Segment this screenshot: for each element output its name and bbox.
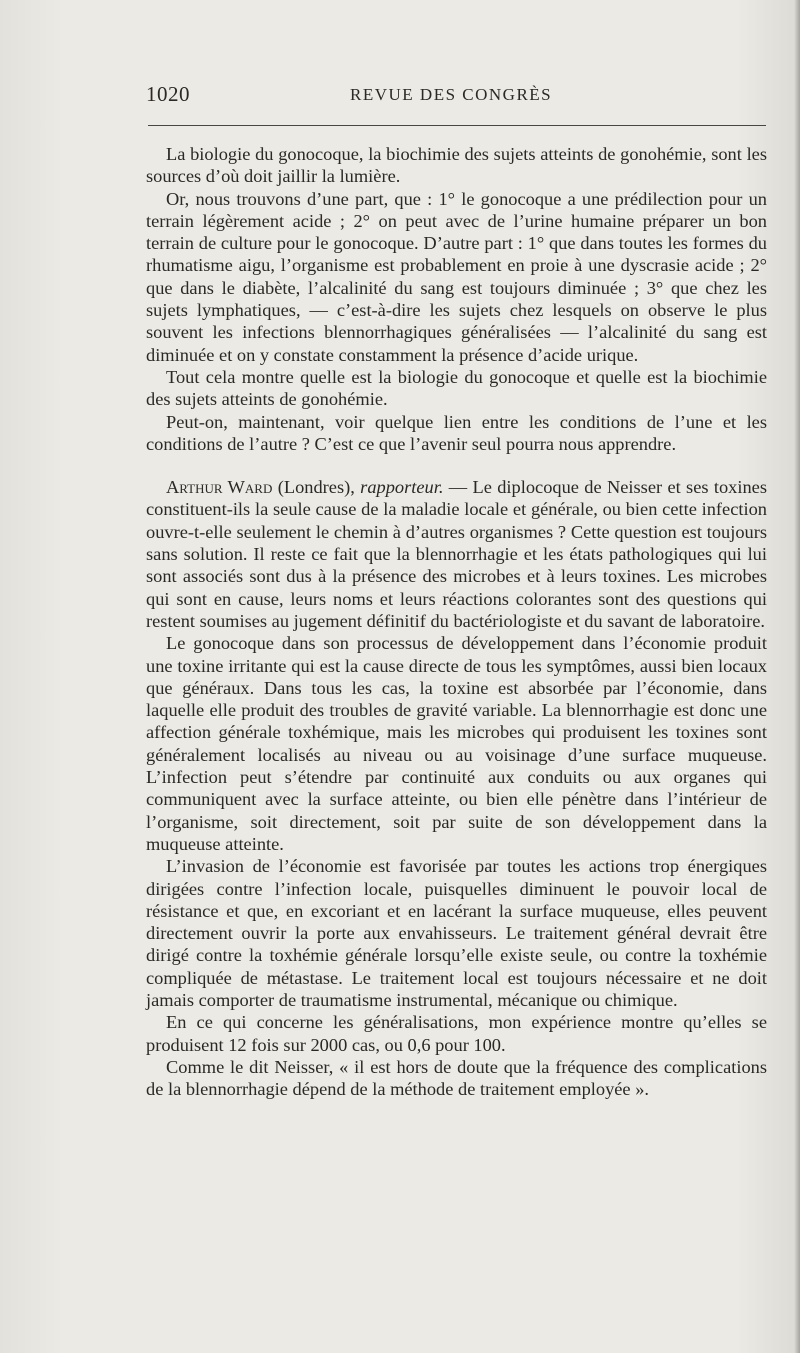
report-paragraph: [146, 476, 767, 632]
paragraph: Comme le dit Neisser, « il est hors de doute que la fréquence des complications de la blennorrhagie dépend de la méthode de traitement employée ».: [146, 1056, 767, 1100]
page-edge-shadow: [794, 0, 800, 1353]
speaker-name: Arthur Ward: [166, 477, 273, 498]
speaker-role: rapporteur.: [360, 477, 444, 498]
paragraph: Peut-on, maintenant, voir quelque lien entre les conditions de l’une et les conditions de l’autre ? C’est ce que l’avenir seul pourra nous apprendre.: [146, 411, 767, 454]
header-rule: [148, 125, 766, 126]
paragraph: Or, nous trouvons d’une part, que : 1° le gonocoque a une prédilection pour un terrain légèrement acide ; 2° on peut avec de l’urine humaine préparer un bon terrain de culture pour le gonocoque. D’autre part : 1° que dans toutes les formes du rhumatisme aigu, l’organisme est probablement en proie à une dyscrasie acide ; 2° que dans le diabète, l’alcalinité du sang est toujours diminuée ; 3° que chez les sujets lymphatiques, — c’est-à-dire les sujets chez lesquels on observe le plus souvent les infections blennorrhagiques généralisées — l’alcalinité du sang est diminuée et on y constate constamment la présence d’acide urique.: [146, 188, 767, 365]
paragraph: En ce qui concerne les généralisations, mon expérience montre qu’elles se produisent 12 fois sur 2000 cas, ou 0,6 pour 100.: [146, 1012, 767, 1055]
report-text: — Le diplocoque de Neisser et ses toxines constituent-ils la seule cause de la maladie locale et générale, ou bien cette infection ouvre-t-elle seulement le chemin à d’autres organismes ? Cette question est toujours sans solution. Il reste ce fait que la blennorrhagie et les états pathologiques qui lui sont associés sont dus à la présence des microbes et à leurs toxines. Les microbes qui sont en cause, leurs noms et leurs réactions colorantes sont des questions qui restent soumises au jugement définitif du bactériologiste et du savant de laboratoire.: [146, 477, 767, 631]
paragraph: Le gonocoque dans son processus de développement dans l’économie produit une toxine irritante qui est la cause directe de tous les symptômes, aussi bien locaux que généraux. Dans tous les cas, la toxine est absorbée par l’économie, dans laquelle elle produit des troubles de gravité variable. La blennorrhagie est donc une affection générale toxhémique, mais les microbes qui produisent les toxines sont généralement localisés au niveau ou au voisinage d’une surface muqueuse. L’infection peut s’étendre par continuité aux conduits ou aux organes qui communiquent avec la surface atteinte, ou bien elle pénètre dans l’intérieur de l’organisme, soit directement, soit par suite de son développement dans la muqueuse atteinte.: [146, 633, 767, 854]
paragraph: L’invasion de l’économie est favorisée par toutes les actions trop énergiques dirigées contre l’infection locale, puisquelles diminuent le pouvoir local de résistance et que, en excoriant et en lacérant la surface muqueuse, elles peuvent directement ouvrir la porte aux envahisseurs. Le traitement général devrait être dirigé contre la toxhémie générale lorsqu’elle existe seule, ou contre la toxhémie compliquée de métastase. Le traitement local est toujours nécessaire et ne doit jamais comporter de traumatisme instrumental, mécanique ou chimique.: [146, 856, 767, 1010]
page-number: 1020: [146, 82, 190, 106]
body-text: [146, 143, 767, 1100]
speaker-location: (Londres),: [272, 477, 361, 498]
running-title: REVUE DES CONGRÈS: [350, 85, 553, 104]
paragraph: Tout cela montre quelle est la biologie du gonocoque et quelle est la biochimie des sujets atteints de gonohémie.: [146, 366, 767, 410]
running-header: [146, 82, 766, 112]
paragraph: La biologie du gonocoque, la biochimie des sujets atteints de gonohémie, sont les sources d’où doit jaillir la lumière.: [146, 144, 767, 187]
